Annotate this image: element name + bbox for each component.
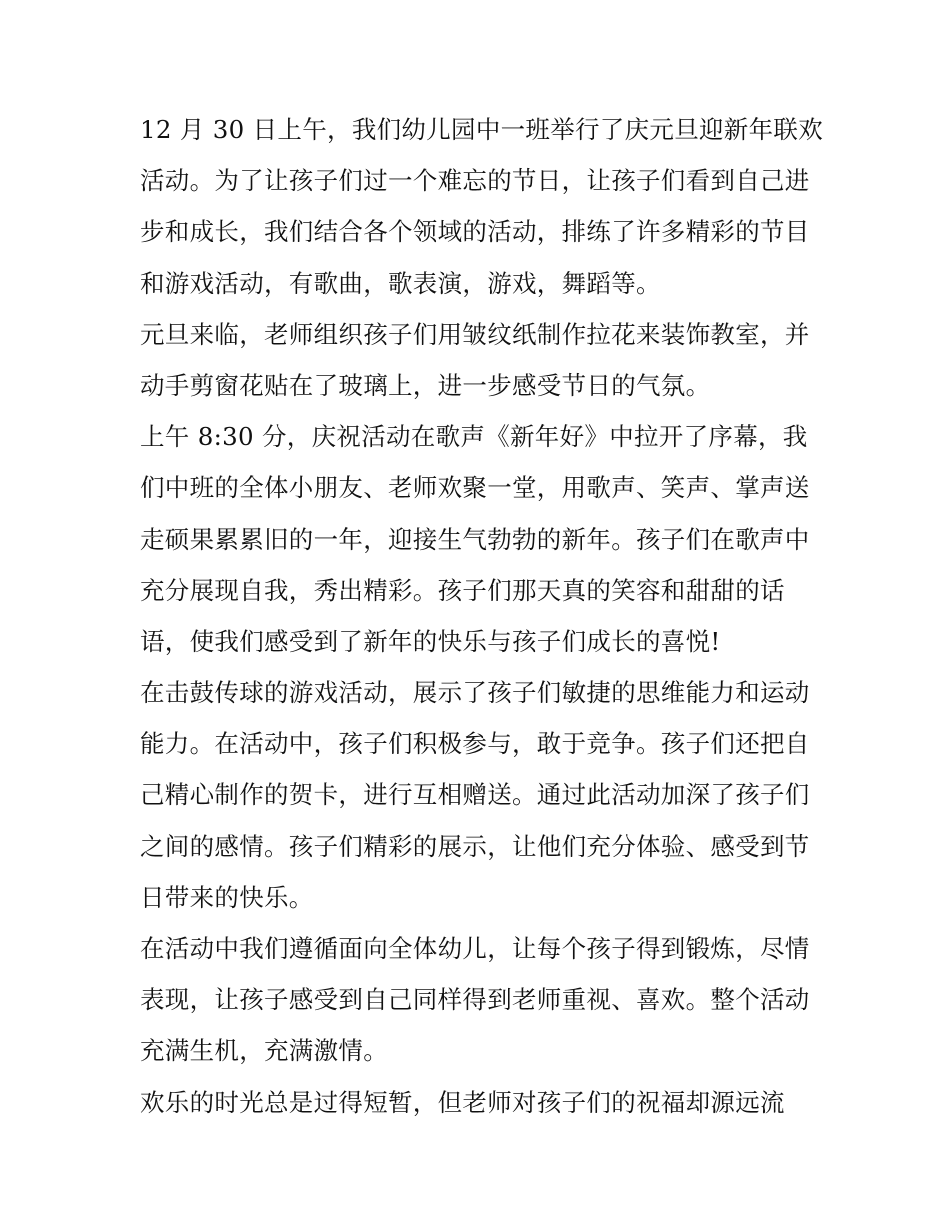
text-line: 动手剪窗花贴在了玻璃上，进一步感受节日的气氛。 (140, 370, 711, 400)
text-line: 元旦来临，老师组织孩子们用皱纹纸制作拉花来装饰教室，并 (140, 319, 810, 349)
text-line: 语，使我们感受到了新年的快乐与孩子们成长的喜悦! (140, 626, 721, 656)
text-line: 己精心制作的贺卡，进行互相赠送。通过此活动加深了孩子们 (140, 780, 810, 810)
text-line: 在击鼓传球的游戏活动，展示了孩子们敏捷的思维能力和运动 (140, 678, 810, 708)
text-line: 们中班的全体小朋友、老师欢聚一堂，用歌声、笑声、掌声送 (140, 473, 810, 503)
text-line: 12 月 30 日上午，我们幼儿园中一班举行了庆元旦迎新年联欢 (140, 115, 824, 144)
text-line: 步和成长，我们结合各个领域的活动，排练了许多精彩的节目 (140, 217, 810, 247)
text-line: 上午 8:30 分，庆祝活动在歌声《新年好》中拉开了序幕，我 (140, 422, 808, 452)
text-line: 表现，让孩子感受到自己同样得到老师重视、喜欢。整个活动 (140, 985, 810, 1015)
text-line: 在活动中我们遵循面向全体幼儿，让每个孩子得到锻炼，尽情 (140, 934, 810, 963)
text-line: 之间的感情。孩子们精彩的展示，让他们充分体验、感受到节 (140, 831, 810, 861)
text-line: 欢乐的时光总是过得短暂，但老师对孩子们的祝福却源远流 (140, 1087, 785, 1117)
text-line: 走硕果累累旧的一年，迎接生气勃勃的新年。孩子们在歌声中 (140, 524, 810, 554)
text-line: 充分展现自我，秀出精彩。孩子们那天真的笑容和甜甜的话 (140, 575, 785, 605)
text-line: 能力。在活动中，孩子们积极参与，敢于竞争。孩子们还把自 (140, 729, 810, 759)
text-line: 活动。为了让孩子们过一个难忘的节日，让孩子们看到自己进 (140, 166, 810, 196)
text-line: 充满生机，充满激情。 (140, 1036, 388, 1066)
document-body (140, 104, 824, 1128)
text-line: 和游戏活动，有歌曲，歌表演，游戏，舞蹈等。 (140, 268, 661, 298)
text-line: 日带来的快乐。 (140, 882, 314, 912)
